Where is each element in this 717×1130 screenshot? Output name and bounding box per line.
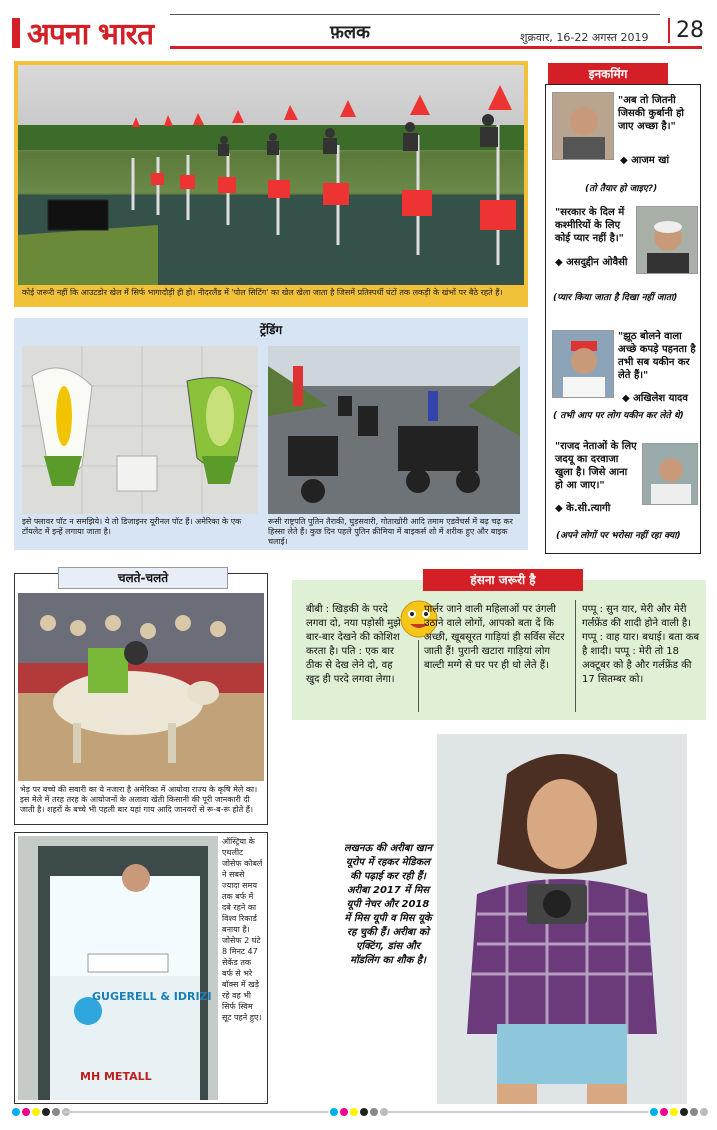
joke-3: पप्पू : सुन यार, मेरी और मेरी गर्लफ्रेंड की शादी होने वाली है। गप्पू : वाह यार। बधाई। बता कब है शादी। पप्पू : मेरी तो 18 अक्टूबर को है और गर्लफ्रेंड की 17 सितम्बर को। (582, 604, 700, 685)
incoming-name-2: ◆ असदुद्दीन ओवैसी (555, 257, 628, 268)
top-photo-caption: कोई जरूरी नहीं कि आउटडोर खेल में सिर्फ भागादौड़ी ही हो। नीदरलैंड में 'पोल सिटिंग' का खेल खेला जाता है जिसमें प्रतिस्पर्धी घंटों तक लकड़ी के खंभों पर बैठे रहते हैं। (22, 288, 503, 297)
ice-record-text: ऑस्ट्रिया के एथलीट जोसेफ कोबर्ल ने सबसे ज्यादा समय तक बर्फ में दबे रहने का विश्व रिकार्ड बनाया है। जोसेफ 2 घंटे 8 मिनट 47 सेकेंड तक बर्फ से भरे बॉक्स में खड़े रहे वह भी सिर्फ स्विम सूट पहने हुए। (222, 837, 263, 1022)
sheep-ride-photo (18, 593, 264, 781)
joke-divider-1 (418, 640, 419, 712)
incoming-name-1: ◆ आजम खां (620, 155, 670, 166)
incoming-quote-2: "सरकार के दिल में कश्मीरियों के लिए कोई प्यार नहीं है।" (555, 207, 625, 244)
incoming-note-2: (प्यार किया जाता है दिखा नहीं जाता) (553, 293, 678, 303)
print-rule-right (388, 1111, 648, 1113)
incoming-quote-4: "राजद नेताओं के लिए जदयू का दरवाजा खुला है। जिसे आना हो आ जाए।" (555, 441, 637, 491)
logo-bar (12, 18, 20, 48)
page-number: 28 (668, 18, 704, 43)
incoming-note-4: (अपने लोगों पर भरोसा नहीं रहा क्या) (556, 531, 681, 541)
incoming-name-4: ◆ के.सी.त्यागी (555, 503, 611, 514)
chalte-title: चलते-चलते (58, 567, 228, 589)
incoming-quote-3: "झूठ बोलने वाला अच्छे कपड़े पहनता है तभी सब यकीन कर लेते हैं।" (618, 331, 696, 381)
section-name: फ़लक (330, 22, 370, 43)
print-rule-left (64, 1111, 328, 1113)
sponsor-mh-metall: MH METALL (80, 1070, 152, 1083)
jokes-title: हंसना जरूरी है (423, 569, 583, 591)
joke-1: बीबी : खिड़की के परदे लगवा दो, नया पड़ोसी मुझे बार-बार देखने की कोशिश करता है। पति : एक बार ठीक से देख लेने दो, वह खुद ही परदे लगवा लेगा। (306, 604, 401, 685)
model-photo (437, 734, 687, 1104)
incoming-quote-1: "अब तो जितनी जिसकी कुर्बानी हो जाए अच्छा है।" (618, 95, 685, 132)
ice-box-photo (18, 836, 218, 1100)
urinal-photo (22, 346, 258, 514)
sheep-ride-caption: भेड़ पर बच्चे की सवारी का ये नजारा है अमेरिका में आयोवा राज्य के कृषि मेले का। इस मेले में तरह तरह के आयोजनों के अलावा खेती किसानी की पूरी जानकारी दी जाती है। शहरों के बच्चे भी पहली बार यहां गाय आदि जानवरों से रू-ब-रू होते हैं। (20, 785, 258, 814)
incoming-name-3: ◆ अखिलेश यादव (622, 393, 688, 404)
akhilesh-photo (552, 330, 614, 398)
putin-caption: रूसी राष्ट्रपति पुतिन तैराकी, घुड़सवारी, गोताखोरी आदि तमाम एडवेंचर्स में बढ़ चढ़ कर हिस्सा लेते हैं। कुछ दिन पहले पुतिन क्रीमिया में बाइकर्स शो में शरीक हुए और बाइक चलाई। (268, 517, 513, 546)
model-text: लखनऊ की अरीबा खान यूरोप में रहकर मेडिकल की पढ़ाई कर रही हैं। अरीबा 2017 में मिस यूपी नेचर और 2018 में मिस यूपी व मिस यूके रह चुकी हैं। अरीबा को एक्टिंग, डांस और मॉडलिंग का शौक है। (343, 843, 432, 966)
masthead-logo: अपना भारत (27, 17, 154, 52)
urinal-caption: इसे फ्लावर पॉट न समझिये। ये तो डिजाइनर यूरीनल पॉट हैं। अमेरिका के एक टॉयलेट में इन्हें लगाया जाता है। (22, 517, 242, 536)
putin-bikers-photo (268, 346, 520, 514)
header-rule (170, 46, 702, 49)
incoming-note-1: (तो तैयार हो जाइए?) (585, 184, 658, 194)
joke-divider-2 (575, 600, 576, 712)
issue-date: शुक्रवार, 16-22 अगस्त 2019 (520, 31, 649, 44)
print-color-marks-left (12, 1108, 70, 1116)
kc-tyagi-photo (642, 443, 698, 505)
print-color-marks-right (650, 1108, 708, 1116)
azam-khan-photo (552, 92, 614, 160)
joke-2: पार्लर जाने वाली महिलाओं पर उंगली उठाने वाले लोगों, आपको बता दें कि अच्छी, खूबसूरत गाड़ियां ही सर्विस सेंटर जाती हैं! पुरानी खटारा गाड़ियां लोग बाल्टी मग्गे से घर पर ही धो लेते हैं। (424, 604, 565, 671)
header-thin-rule (170, 14, 660, 15)
sponsor-gugerell: GUGERELL & IDRIZI (92, 990, 212, 1003)
trending-title: ट्रेंडिंग (259, 323, 283, 337)
print-color-marks-center (330, 1108, 388, 1116)
pole-sitting-photo (18, 65, 524, 285)
incoming-title: इनकमिंग (548, 63, 668, 85)
incoming-note-3: ( तभी आप पर लोग यकीन कर लेते थे) (553, 411, 684, 421)
owaisi-photo (636, 206, 698, 274)
